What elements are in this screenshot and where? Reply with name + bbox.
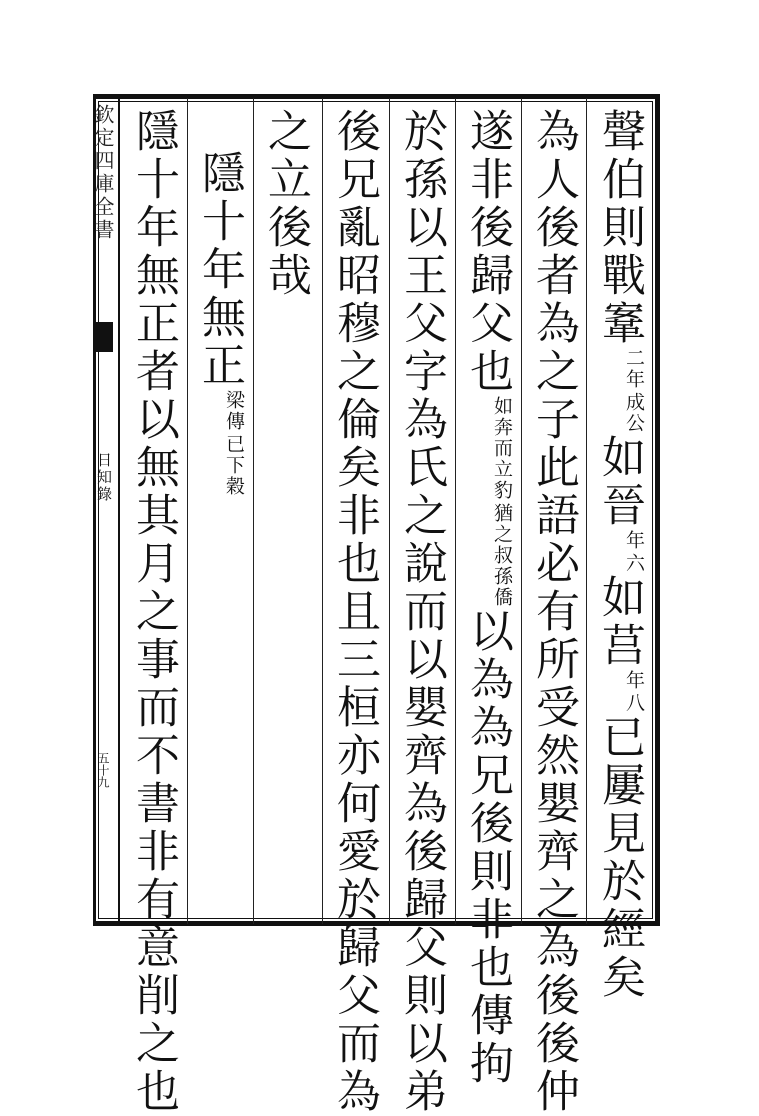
annotation-note (224, 390, 244, 497)
annotation-line: 六 (623, 553, 645, 574)
column-rule (187, 98, 188, 924)
annotation-line: 已下穀 (223, 434, 245, 497)
text-column-3 (462, 108, 512, 1088)
book-name: 日知錄 (95, 452, 113, 503)
annotation-note (624, 530, 644, 574)
annotation-line: 如奔而立豹 (491, 396, 513, 501)
column-rule (586, 98, 587, 924)
main-text: 如晉 (594, 434, 645, 530)
text-column-7 (194, 150, 244, 497)
spine-marker (93, 322, 113, 352)
annotation-note (492, 396, 512, 608)
column-rule (521, 98, 522, 924)
main-text: 鞌 (594, 300, 645, 348)
text-column-6 (260, 108, 310, 300)
column-rule (455, 98, 456, 924)
spine-title: 欽定四庫全書 (91, 104, 115, 242)
text-column-2 (528, 108, 578, 1116)
main-text: 聲伯則戰 (594, 108, 645, 300)
text-column-4 (396, 108, 446, 1116)
column-rule (389, 98, 390, 924)
text-column-5 (329, 108, 379, 1116)
annotation-line: 梁傳 (223, 390, 245, 432)
annotation-line: 猶之叔孫僑 (491, 503, 513, 608)
main-text: 隱十年無正者以無其月之事而不書非有意削之也 (128, 108, 179, 1116)
margin-rule (118, 98, 120, 924)
column-rule (322, 98, 323, 924)
annotation-note (624, 670, 644, 714)
main-text: 已屢見於經矣 (594, 714, 645, 1002)
main-text: 為人後者為之子此語必有所受然嬰齊之為後後仲 (528, 108, 579, 1116)
annotation-line: 八 (623, 693, 645, 714)
text-column-8 (128, 108, 178, 1116)
main-text: 如莒 (594, 574, 645, 670)
annotation-line: 年 (623, 530, 645, 551)
main-text: 以為為兄後則非也傳拘 (462, 608, 513, 1088)
annotation-line: 二年 (623, 348, 645, 390)
column-rule (253, 98, 254, 924)
annotation-line: 年 (623, 670, 645, 691)
main-text: 遂非後歸父也 (462, 108, 513, 396)
annotation-line: 成公 (623, 392, 645, 434)
main-text: 後兄亂昭穆之倫矣非也且三桓亦何愛於歸父而為 (329, 108, 380, 1116)
annotation-note (624, 348, 644, 434)
text-column-1 (594, 108, 644, 1002)
folio-number: 五十九 (96, 752, 110, 788)
main-text: 之立後哉 (260, 108, 311, 300)
main-text: 於孫以王父字為氏之說而以嬰齊為後歸父則以弟 (396, 108, 447, 1116)
main-text: 隱十年無正 (194, 150, 245, 390)
